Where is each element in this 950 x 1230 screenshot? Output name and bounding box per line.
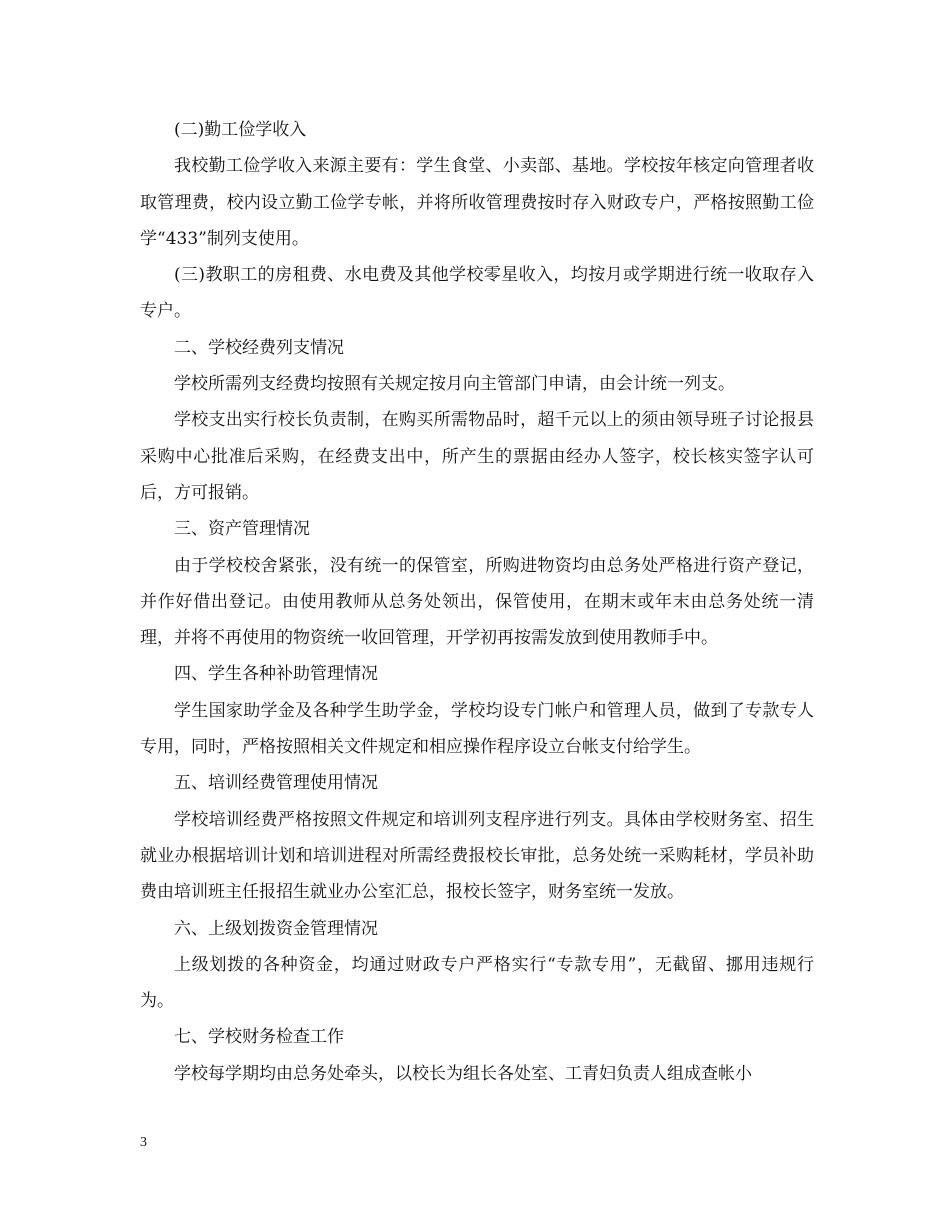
paragraph-expenditure-application: 学校所需列支经费均按照有关规定按月向主管部门申请，由会计统一列支。	[174, 374, 735, 395]
paragraph-student-subsidy: 学生国家助学金及各种学生助学金，学校均设专门帐户和管理人员，做到了专款专人专用，同时，严格按照相关文件规定和相应操作程序设立台帐支付给学生。	[140, 700, 814, 758]
paragraph-staff-fees: (三)教职工的房租费、水电费及其他学校零星收入，均按月或学期进行统一收取存入专户。	[140, 265, 814, 322]
paragraph-allocated-funds: 上级划拨的各种资金，均通过财政专户严格实行“专款专用”，无截留、挪用违规行为。	[140, 954, 814, 1012]
section-heading-expenditure: 二、学校经费列支情况	[174, 337, 344, 358]
section-heading-training-funds: 五、培训经费管理使用情况	[174, 773, 378, 794]
document-body	[140, 112, 814, 1092]
section-heading-work-study-income: (二)勤工俭学收入	[174, 120, 307, 140]
paragraph-financial-inspection: 学校每学期均由总务处牵头，以校长为组长各处室、工青妇负责人组成查帐小	[174, 1063, 752, 1084]
section-heading-asset-management: 三、资产管理情况	[174, 519, 310, 540]
section-heading-financial-inspection: 七、学校财务检查工作	[174, 1027, 344, 1048]
paragraph-training-funds: 学校培训经费严格按照文件规定和培训列支程序进行列支。具体由学校财务室、招生就业办根据培训计划和培训进程对所需经费报校长审批，总务处统一采购耗材，学员补助费由培训班主任报招生就业办公室汇总，报校长签字，财务室统一发放。	[140, 809, 814, 903]
section-heading-allocated-funds: 六、上级划拨资金管理情况	[174, 918, 378, 939]
page-number: 3	[140, 1135, 147, 1150]
paragraph-work-study-sources: 我校勤工俭学收入来源主要有：学生食堂、小卖部、基地。学校按年核定向管理者收取管理费，校内设立勤工俭学专帐，并将所收管理费按时存入财政专户，严格按照勤工俭学“433”制列支使用。	[140, 156, 814, 249]
paragraph-asset-management: 由于学校校舍紧张，没有统一的保管室，所购进物资均由总务处严格进行资产登记，并作好借出登记。由使用教师从总务处领出，保管使用，在期末或年末由总务处统一清理，并将不再使用的物资统一收回管理，开学初再按需发放到使用教师手中。	[140, 555, 814, 649]
paragraph-principal-responsibility: 学校支出实行校长负责制，在购买所需物品时，超千元以上的须由领导班子讨论报县采购中心批准后采购，在经费支出中，所产生的票据由经办人签字，校长核实签字认可后，方可报销。	[140, 410, 814, 503]
section-heading-student-subsidy: 四、学生各种补助管理情况	[174, 664, 378, 685]
